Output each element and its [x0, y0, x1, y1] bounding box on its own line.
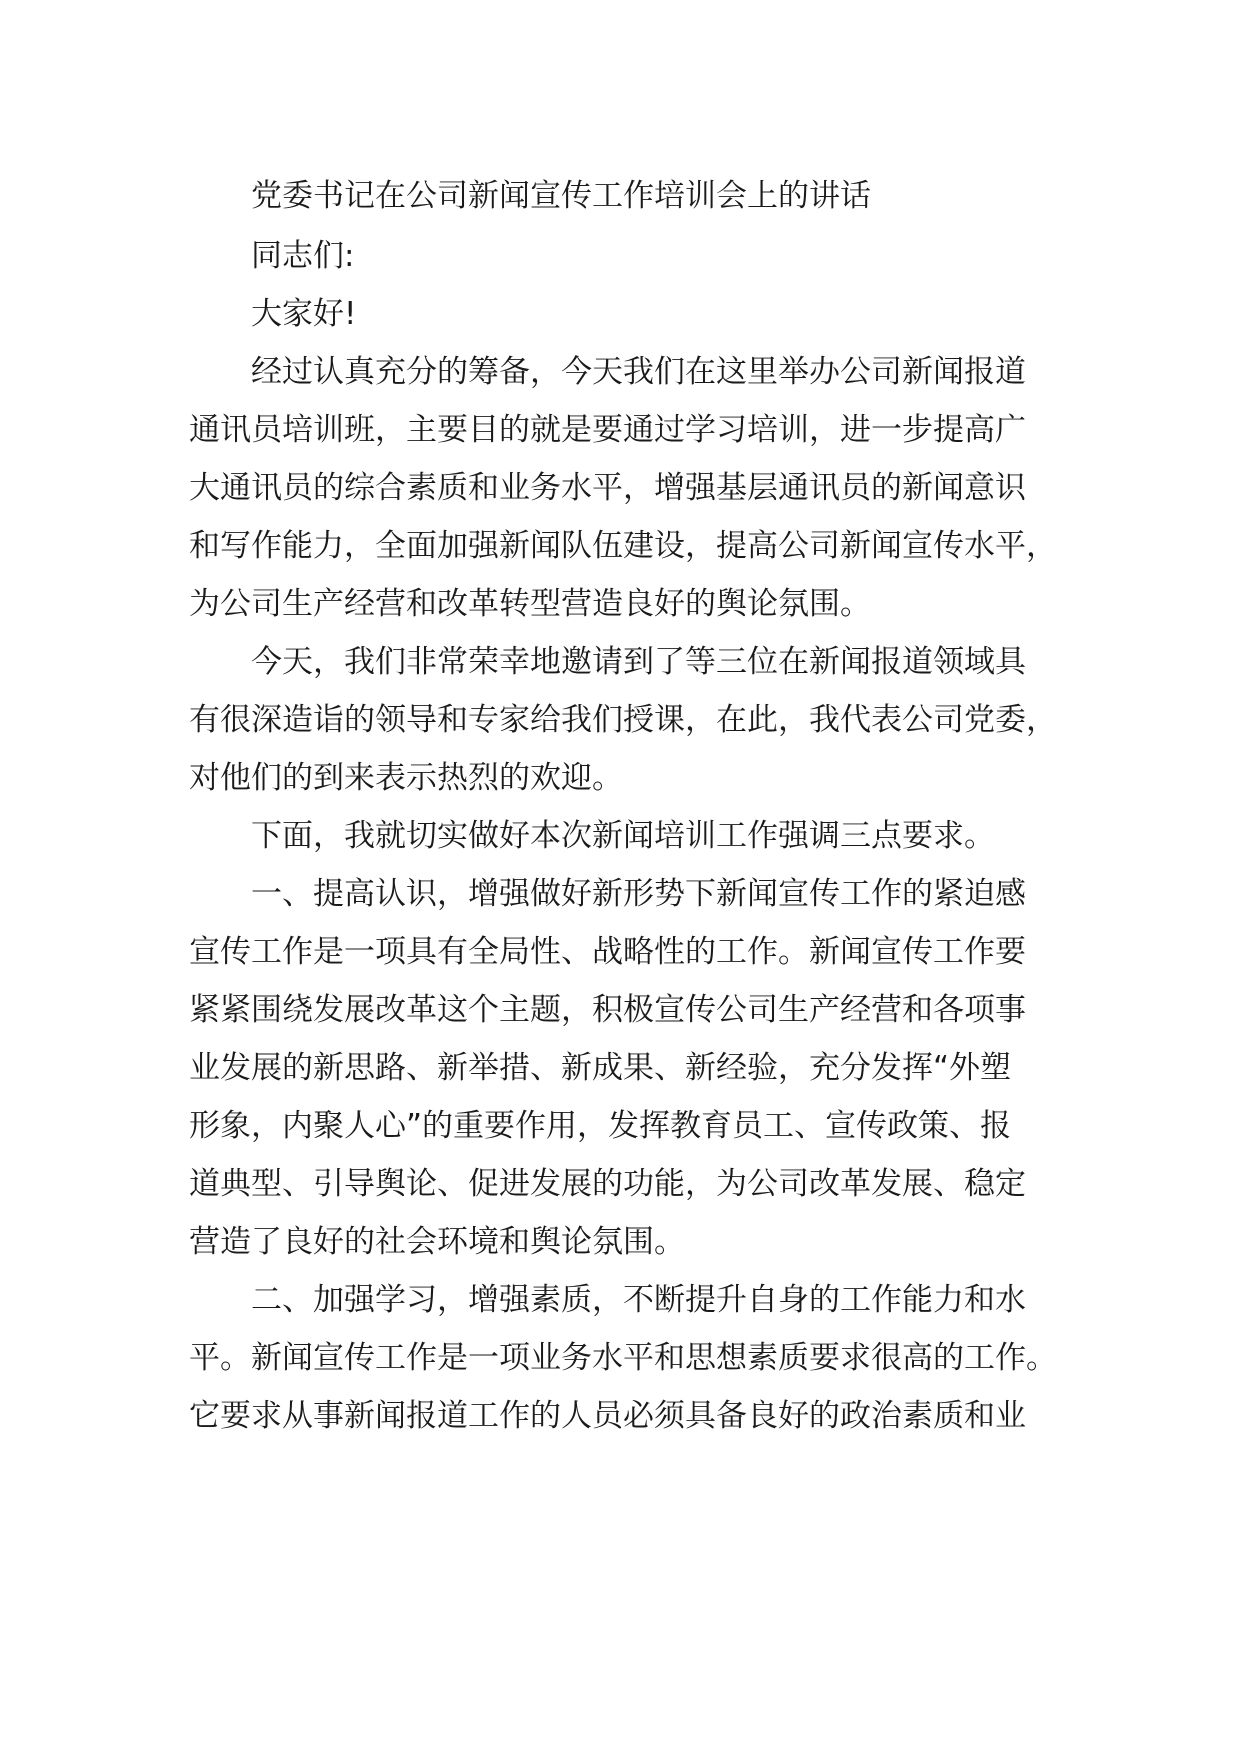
body-line: 营造了良好的社会环境和舆论氛围。: [189, 1224, 685, 1260]
greeting: 大家好!: [251, 296, 357, 332]
body-line: 宣传工作是一项具有全局性、战略性的工作。新闻宣传工作要: [189, 934, 1026, 970]
body-line: 和写作能力，全面加强新闻队伍建设，提高公司新闻宣传水平，: [189, 528, 1057, 564]
body-line: 道典型、引导舆论、促进发展的功能，为公司改革发展、稳定: [189, 1166, 1026, 1202]
body-line: 形象，内聚人心”的重要作用，发挥教育员工、宣传政策、报: [189, 1108, 1012, 1144]
body-line: 经过认真充分的筹备，今天我们在这里举办公司新闻报道: [251, 354, 1026, 390]
section-heading-2: 二、加强学习，增强素质，不断提升自身的工作能力和水: [251, 1282, 1026, 1318]
body-line: 下面，我就切实做好本次新闻培训工作强调三点要求。: [251, 818, 995, 854]
body-line: 大通讯员的综合素质和业务水平，增强基层通讯员的新闻意识: [189, 470, 1026, 506]
body-line: 通讯员培训班，主要目的就是要通过学习培训，进一步提高广: [189, 412, 1026, 448]
body-line: 有很深造诣的领导和专家给我们授课，在此，我代表公司党委，: [189, 702, 1057, 738]
body-line: 业发展的新思路、新举措、新成果、新经验，充分发挥“外塑: [189, 1050, 1012, 1086]
document-title: 党委书记在公司新闻宣传工作培训会上的讲话: [251, 178, 871, 214]
body-line: 对他们的到来表示热烈的欢迎。: [189, 760, 623, 796]
body-line: 它要求从事新闻报道工作的人员必须具备良好的政治素质和业: [189, 1398, 1026, 1434]
body-line: 为公司生产经营和改革转型营造良好的舆论氛围。: [189, 586, 871, 622]
section-heading-1: 一、提高认识，增强做好新形势下新闻宣传工作的紧迫感: [251, 876, 1026, 912]
body-line: 平。新闻宣传工作是一项业务水平和思想素质要求很高的工作。: [189, 1340, 1057, 1376]
body-line: 紧紧围绕发展改革这个主题，积极宣传公司生产经营和各项事: [189, 992, 1026, 1028]
body-line: 今天，我们非常荣幸地邀请到了等三位在新闻报道领域具: [251, 644, 1026, 680]
salutation: 同志们:: [251, 238, 355, 274]
